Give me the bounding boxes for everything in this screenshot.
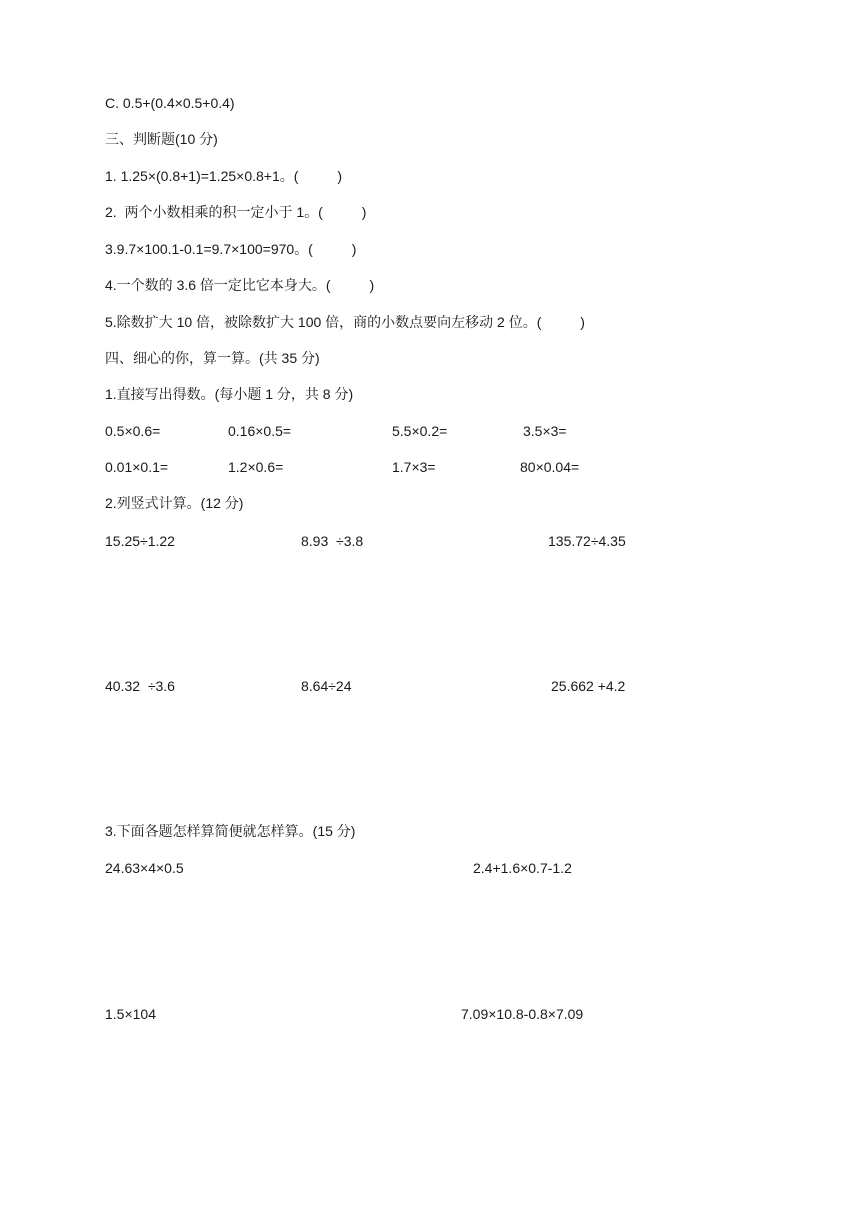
direct-calc-item: 1.7×3= [392,459,436,475]
vertical-calc-item: 15.25÷1.22 [105,533,175,549]
judge-question-5: 5.除数扩大 10 倍，被除数扩大 100 倍，商的小数点要向左移动 2 位。( ) [105,314,585,330]
vertical-calc-item: 8.64÷24 [301,678,352,694]
direct-calc-item: 5.5×0.2= [392,423,448,439]
direct-calc-item: 1.2×0.6= [228,459,284,475]
vertical-calc-item: 8.93 ÷3.8 [301,533,364,549]
simplify-calc-item: 2.4+1.6×0.7-1.2 [473,860,572,876]
option-c: C. 0.5+(0.4×0.5+0.4) [105,95,235,111]
vertical-calc-item: 135.72÷4.35 [548,533,626,549]
direct-calc-item: 0.16×0.5= [228,423,292,439]
judge-question-4: 4.一个数的 3.6 倍一定比它本身大。( ) [105,277,375,293]
direct-calc-item: 0.5×0.6= [105,423,161,439]
simplify-calc-item: 24.63×4×0.5 [105,860,184,876]
section-4-heading: 四、细心的你，算一算。(共 35 分) [105,350,320,366]
judge-question-2: 2. 两个小数相乘的积一定小于 1。( ) [105,204,367,220]
direct-calc-item: 3.5×3= [523,423,567,439]
direct-calc-item: 80×0.04= [520,459,580,475]
subsection-2-heading: 2.列竖式计算。(12 分) [105,495,244,511]
subsection-3-heading: 3.下面各题怎样算简便就怎样算。(15 分) [105,823,356,839]
judge-question-1: 1. 1.25×(0.8+1)=1.25×0.8+1。( ) [105,168,342,184]
subsection-1-heading: 1.直接写出得数。(每小题 1 分，共 8 分) [105,386,354,402]
direct-calc-item: 0.01×0.1= [105,459,169,475]
section-3-heading: 三、判断题(10 分) [105,131,218,147]
simplify-calc-item: 7.09×10.8-0.8×7.09 [461,1006,584,1022]
simplify-calc-item: 1.5×104 [105,1006,156,1022]
vertical-calc-item: 40.32 ÷3.6 [105,678,175,694]
vertical-calc-item: 25.662 +4.2 [551,678,626,694]
judge-question-3: 3.9.7×100.1-0.1=9.7×100=970。( ) [105,241,357,257]
